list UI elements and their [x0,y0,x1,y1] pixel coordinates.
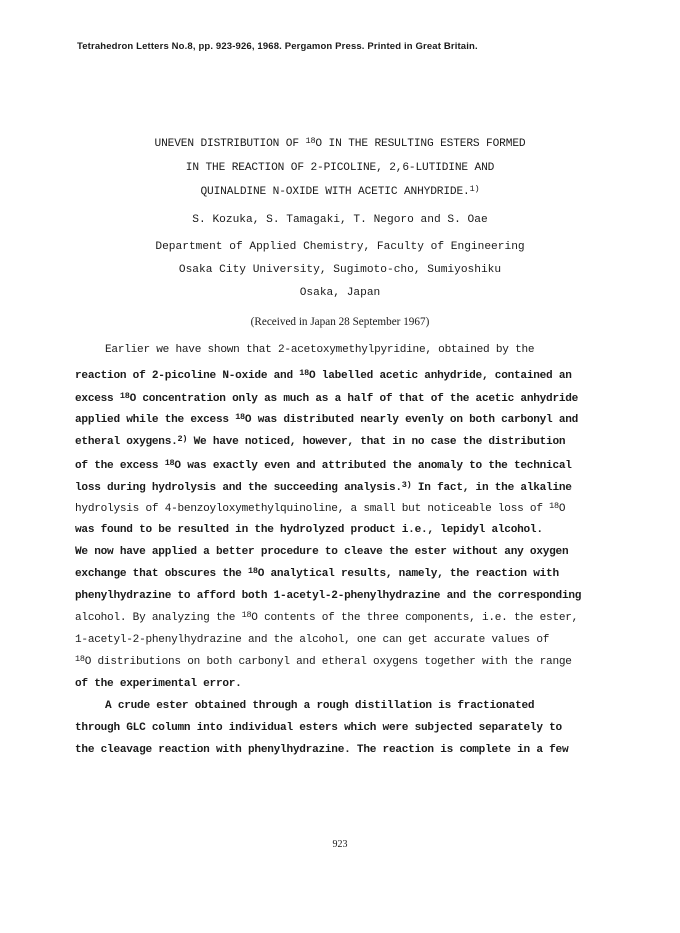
running-header: Tetrahedron Letters No.8, pp. 923-926, 1968. Pergamon Press. Printed in Great Britain. [77,41,478,52]
text-run: reaction of 2-picoline N-oxide and [75,370,300,382]
author-list: S. Kozuka, S. Tamagaki, T. Negoro and S. Oae [192,214,488,226]
text-run: exchange that obscures the [75,568,248,580]
isotope-superscript: 18 [549,501,559,511]
paragraph-line: the cleavage reaction with phenylhydrazine. The reaction is complete in a few [75,744,569,756]
text-run: O was exactly even and attributed the anomaly to the technical [174,460,572,472]
text-run: of the excess [75,460,165,472]
text-run: alcohol. By analyzing the [75,612,242,624]
isotope-superscript: 18 [241,610,252,620]
isotope-superscript: 18 [305,136,316,146]
text-run: O contents of the three components, i.e. the ester, [251,612,579,624]
text-run: O distributions on both carbonyl and etheral oxygens together with the range [84,656,572,668]
paragraph-line: A crude ester obtained through a rough distillation is fractionated [105,700,535,712]
paragraph-line: of the experimental error. [75,678,242,690]
paragraph-line [75,370,572,382]
paragraph-line [75,656,572,668]
paragraph-line [75,393,578,405]
affiliation-line-2: Osaka City University, Sugimoto-cho, Sumiyoshiku [178,264,502,276]
footnote-ref: 3) [401,480,412,490]
paragraph-line: We now have applied a better procedure to cleave the ester without any oxygen [75,546,569,558]
isotope-superscript: 18 [119,391,130,401]
affiliation-line-3: Osaka, Japan [299,287,381,299]
paragraph-line [75,612,578,624]
text-run: O analytical results, namely, the reaction with [257,568,559,580]
text-run: O [558,503,566,515]
text-run: loss during hydrolysis and the succeeding analysis. [75,482,402,494]
title-text: O IN THE RESULTING ESTERS FORMED [315,138,526,150]
paragraph-line: through GLC column into individual esters which were subjected separately to [75,722,562,734]
text-run: In fact, in the alkaline [411,482,572,494]
text-run: etheral oxygens. [75,436,178,448]
paragraph-line: phenylhydrazine to afford both 1-acetyl-2-phenylhydrazine and the corresponding [75,590,582,602]
paragraph-line [75,436,565,448]
footnote-ref: 1) [469,184,480,194]
text-run: We have noticed, however, that in no case the distribution [187,436,566,448]
received-date: (Received in Japan 28 September 1967) [250,316,430,328]
text-run: hydrolysis of 4-benzoyloxymethylquinoline, a small but noticeable loss of [75,503,550,515]
text-run: O was distributed nearly evenly on both carbonyl and [244,414,579,426]
isotope-superscript: 18 [75,654,85,664]
title-line-1 [0,138,680,150]
text-run: applied while the excess [75,414,236,426]
paragraph-line [75,568,559,580]
title-line-2: IN THE REACTION OF 2-PICOLINE, 2,6-LUTIDINE AND [185,162,495,174]
footnote-ref: 2) [177,434,188,444]
text-run: excess [75,393,120,405]
paragraph-line: was found to be resulted in the hydrolyzed product i.e., lepidyl alcohol. [75,524,543,536]
paragraph-line: 1-acetyl-2-phenylhydrazine and the alcohol, one can get accurate values of [75,634,550,646]
page-number: 923 [332,839,348,850]
paragraph-line [75,460,572,472]
isotope-superscript: 18 [164,458,175,468]
isotope-superscript: 18 [235,412,245,422]
affiliation-line-1: Department of Applied Chemistry, Faculty of Engineering [155,241,525,253]
paragraph-line [75,414,578,426]
title-line-3 [0,186,680,198]
paragraph-line: Earlier we have shown that 2-acetoxymethylpyridine, obtained by the [105,344,535,356]
text-run: O concentration only as much as a half of that of the acetic anhydride [129,393,579,405]
title-text: QUINALDINE N-OXIDE WITH ACETIC ANHYDRIDE. [200,186,470,198]
paragraph-line [75,503,565,515]
paragraph-line [75,482,572,494]
title-text: UNEVEN DISTRIBUTION OF [154,138,306,150]
isotope-superscript: 18 [299,368,309,378]
text-run: O labelled acetic anhydride, contained an [308,370,572,382]
isotope-superscript: 18 [248,566,258,576]
